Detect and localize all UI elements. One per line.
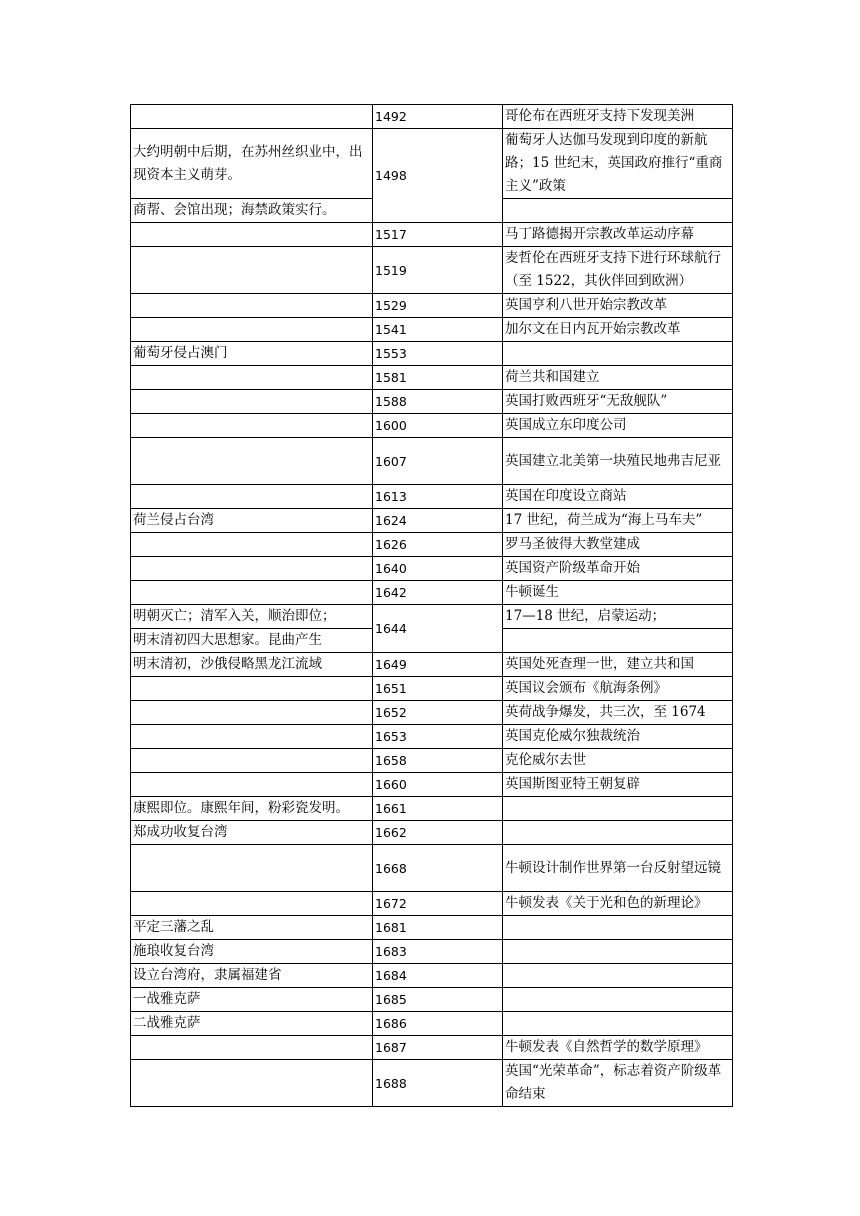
year-cell: 1581 [373,366,503,390]
world-event-cell: 英国议会颁布《航海条例》 [503,677,733,701]
world-event-cell [503,964,733,988]
year-cell: 1644 [373,605,503,653]
year-cell: 1658 [373,749,503,773]
world-event-cell: 17 世纪，荷兰成为“海上马车夫” [503,509,733,533]
china-event-cell [131,318,373,342]
world-event-cell [503,199,733,223]
world-event-cell [503,940,733,964]
table-row [131,749,733,773]
table-row [131,797,733,821]
table-row [131,414,733,438]
china-event-cell [131,485,373,509]
china-event-cell [131,438,373,485]
world-event-cell: 马丁路德揭开宗教改革运动序幕 [503,223,733,247]
china-event-cell: 一战雅克萨 [131,988,373,1012]
table-row [131,821,733,845]
world-event-cell: 加尔文在日内瓦开始宗教改革 [503,318,733,342]
world-event-cell: 牛顿发表《自然哲学的数学原理》 [503,1036,733,1060]
world-event-cell: 英国打败西班牙“无敌舰队” [503,390,733,414]
table-row [131,318,733,342]
table-row [131,773,733,797]
table-row [131,725,733,749]
world-event-cell: 牛顿发表《关于光和色的新理论》 [503,892,733,916]
world-event-cell: 英国资产阶级革命开始 [503,557,733,581]
table-row [131,390,733,414]
china-event-cell: 施琅收复台湾 [131,940,373,964]
table-row [131,533,733,557]
world-event-cell: 17—18 世纪，启蒙运动； [503,605,733,629]
year-cell: 1607 [373,438,503,485]
year-cell: 1653 [373,725,503,749]
year-cell: 1672 [373,892,503,916]
year-cell: 1624 [373,509,503,533]
world-event-cell: 英国处死查理一世，建立共和国 [503,653,733,677]
china-event-cell [131,223,373,247]
china-event-cell [131,725,373,749]
world-event-cell: 英国在印度设立商站 [503,485,733,509]
china-event-cell: 明末清初，沙俄侵略黑龙江流域 [131,653,373,677]
table-row [131,438,733,485]
table-row [131,342,733,366]
table-row [131,105,733,129]
table-row [131,557,733,581]
history-timeline-table [130,104,733,1107]
china-event-cell [131,581,373,605]
year-cell: 1517 [373,223,503,247]
year-cell: 1683 [373,940,503,964]
year-cell: 1685 [373,988,503,1012]
world-event-cell [503,629,733,653]
year-cell: 1687 [373,1036,503,1060]
world-event-cell [503,916,733,940]
year-cell: 1492 [373,105,503,129]
table-row [131,509,733,533]
china-event-cell: 二战雅克萨 [131,1012,373,1036]
world-event-cell [503,988,733,1012]
year-cell: 1661 [373,797,503,821]
year-cell: 1600 [373,414,503,438]
china-event-cell [131,773,373,797]
table-row [131,129,733,199]
china-event-cell [131,701,373,725]
table-row [131,294,733,318]
table-row [131,892,733,916]
world-event-cell [503,821,733,845]
world-event-cell: 哥伦布在西班牙支持下发现美洲 [503,105,733,129]
year-cell: 1660 [373,773,503,797]
china-event-cell [131,677,373,701]
year-cell: 1642 [373,581,503,605]
table-row [131,485,733,509]
world-event-cell: 英国“光荣革命”，标志着资产阶级革命结束 [503,1060,733,1107]
year-cell: 1553 [373,342,503,366]
china-event-cell [131,1060,373,1107]
world-event-cell: 罗马圣彼得大教堂建成 [503,533,733,557]
table-row [131,988,733,1012]
world-event-cell: 英国斯图亚特王朝复辟 [503,773,733,797]
china-event-cell: 明末清初四大思想家。昆曲产生 [131,629,373,653]
table-row [131,845,733,892]
china-event-cell: 明朝灭亡；清军入关，顺治即位； [131,605,373,629]
year-cell: 1662 [373,821,503,845]
world-event-cell: 克伦威尔去世 [503,749,733,773]
year-cell: 1651 [373,677,503,701]
china-event-cell [131,845,373,892]
year-cell: 1541 [373,318,503,342]
table-row [131,1036,733,1060]
china-event-cell [131,749,373,773]
world-event-cell [503,342,733,366]
year-cell: 1681 [373,916,503,940]
china-event-cell: 郑成功收复台湾 [131,821,373,845]
year-cell: 1684 [373,964,503,988]
china-event-cell: 大约明朝中后期，在苏州丝织业中，出现资本主义萌芽。 [131,129,373,199]
world-event-cell: 葡萄牙人达伽马发现到印度的新航路；15 世纪末，英国政府推行“重商主义”政策 [503,129,733,199]
year-cell: 1588 [373,390,503,414]
table-row [131,1012,733,1036]
china-event-cell [131,247,373,294]
world-event-cell: 英国成立东印度公司 [503,414,733,438]
world-event-cell: 英国建立北美第一块殖民地弗吉尼亚 [503,438,733,485]
china-event-cell [131,557,373,581]
year-cell: 1529 [373,294,503,318]
china-event-cell: 设立台湾府，隶属福建省 [131,964,373,988]
table-row [131,653,733,677]
china-event-cell: 商帮、会馆出现；海禁政策实行。 [131,199,373,223]
year-cell: 1688 [373,1060,503,1107]
table-row [131,581,733,605]
china-event-cell: 平定三藩之乱 [131,916,373,940]
china-event-cell [131,1036,373,1060]
china-event-cell [131,414,373,438]
table-row [131,605,733,629]
world-event-cell [503,797,733,821]
year-cell: 1626 [373,533,503,557]
year-cell: 1498 [373,129,503,223]
world-event-cell: 英荷战争爆发，共三次，至 1674 [503,701,733,725]
world-event-cell: 牛顿设计制作世界第一台反射望远镜 [503,845,733,892]
china-event-cell [131,105,373,129]
year-cell: 1519 [373,247,503,294]
china-event-cell [131,366,373,390]
table-row [131,964,733,988]
world-event-cell [503,1012,733,1036]
table-row [131,701,733,725]
world-event-cell: 荷兰共和国建立 [503,366,733,390]
table-row [131,247,733,294]
china-event-cell [131,294,373,318]
year-cell: 1613 [373,485,503,509]
world-event-cell: 英国克伦威尔独裁统治 [503,725,733,749]
china-event-cell [131,892,373,916]
china-event-cell [131,533,373,557]
world-event-cell: 牛顿诞生 [503,581,733,605]
china-event-cell: 康熙即位。康熙年间，粉彩瓷发明。 [131,797,373,821]
table-row [131,223,733,247]
table-row [131,1060,733,1107]
world-event-cell: 麦哲伦在西班牙支持下进行环球航行（至 1522，其伙伴回到欧洲） [503,247,733,294]
timeline-page [130,104,732,1107]
year-cell: 1640 [373,557,503,581]
year-cell: 1649 [373,653,503,677]
china-event-cell: 葡萄牙侵占澳门 [131,342,373,366]
table-row [131,366,733,390]
world-event-cell: 英国亨利八世开始宗教改革 [503,294,733,318]
table-row [131,916,733,940]
year-cell: 1668 [373,845,503,892]
table-row [131,677,733,701]
china-event-cell [131,390,373,414]
china-event-cell: 荷兰侵占台湾 [131,509,373,533]
year-cell: 1652 [373,701,503,725]
table-row [131,940,733,964]
year-cell: 1686 [373,1012,503,1036]
